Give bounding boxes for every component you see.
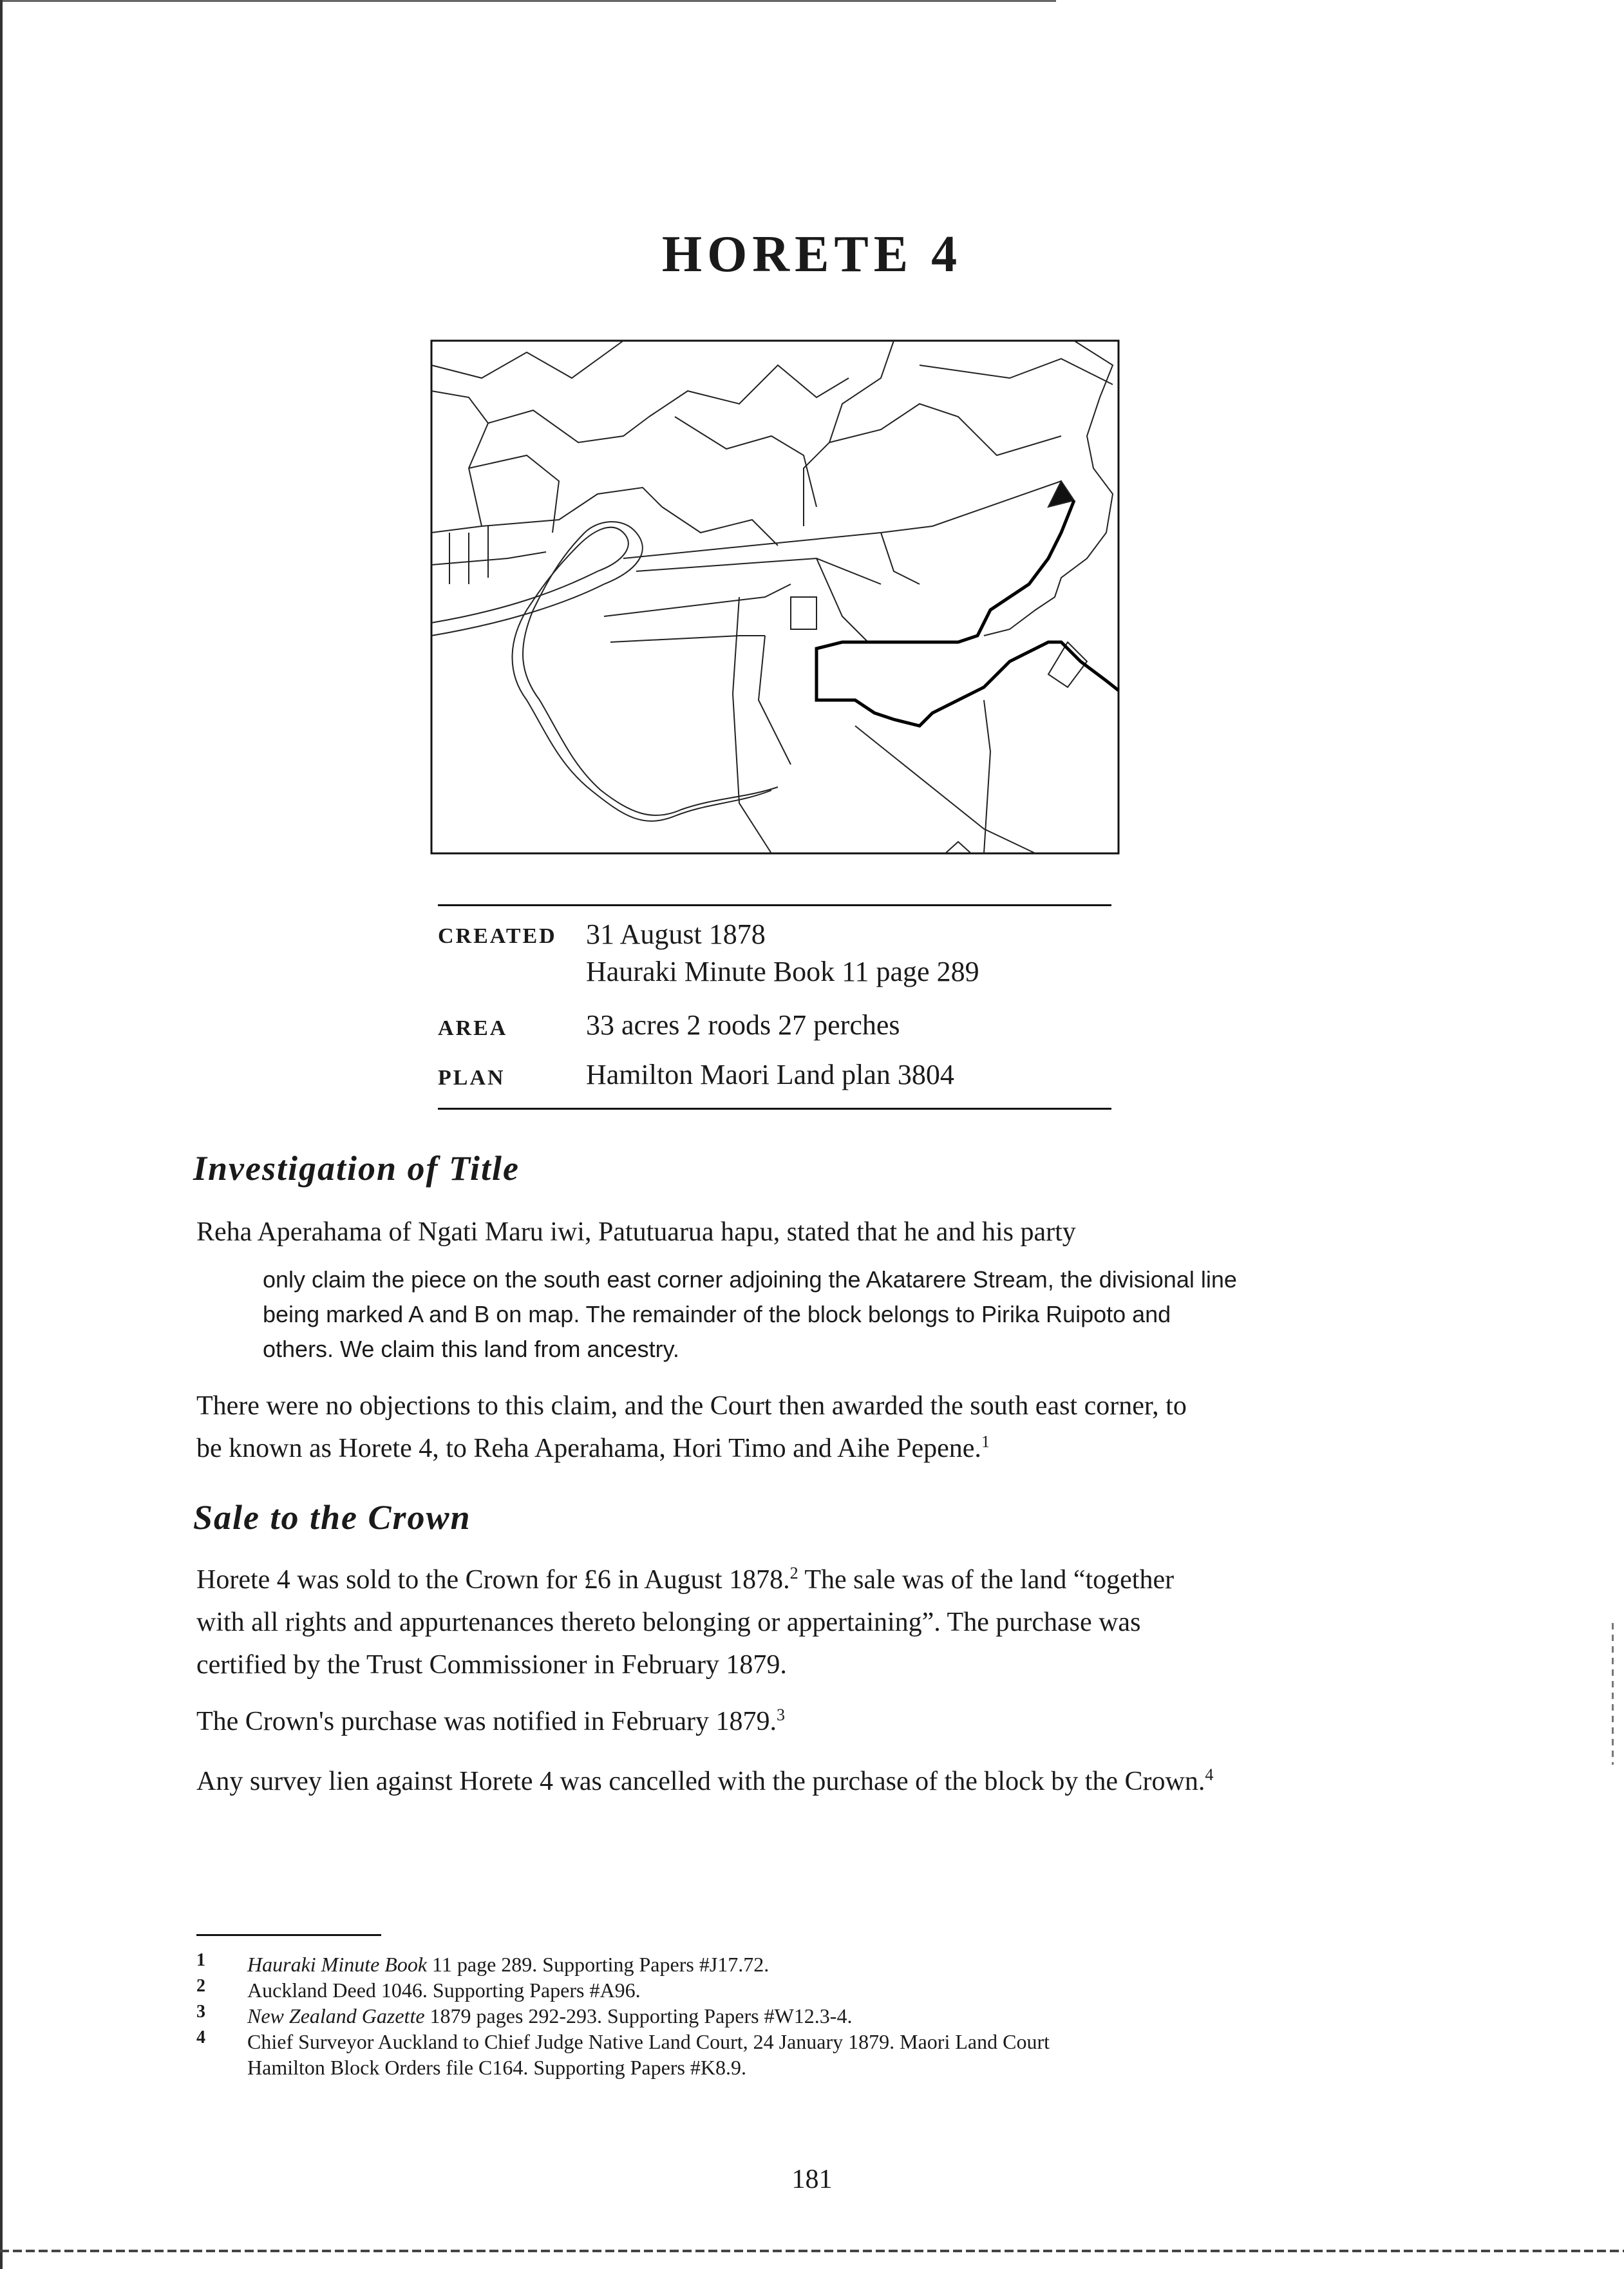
- sale-line: Horete 4 was sold to the Crown for £6 in August 1878.: [196, 1565, 790, 1595]
- survey-lien-paragraph: [196, 1760, 1355, 1803]
- scan-edge-left: [0, 0, 3, 2269]
- created-date: 31 August 1878: [586, 918, 766, 950]
- footnote-source-title: Hauraki Minute Book: [247, 1953, 428, 1976]
- footnote-4: [247, 2029, 1050, 2080]
- created-source: Hauraki Minute Book 11 page 289: [586, 956, 979, 987]
- page-title: HORETE 4: [661, 226, 963, 283]
- scan-edge-top: [0, 0, 1056, 2]
- claim-quote: [263, 1262, 1356, 1367]
- sale-paragraph: [196, 1559, 1355, 1686]
- notification-text: The Crown's purchase was notified in February 1879.: [196, 1707, 777, 1736]
- scan-edge-right: [1612, 1623, 1614, 1765]
- details-bottom-rule: [438, 1108, 1111, 1110]
- footnote-number: 2: [196, 1976, 205, 1996]
- section-heading-sale: Sale to the Crown: [193, 1498, 471, 1537]
- award-line: be known as Horete 4, to Reha Aperahama, Hori Timo and Aihe Pepene.: [196, 1434, 981, 1463]
- footnote-1: [247, 1951, 769, 1977]
- footnote-source-title: New Zealand Gazette: [247, 2004, 425, 2027]
- footnote-number: 4: [196, 2027, 205, 2047]
- footnote-text: Hamilton Block Orders file C164. Supporting Papers #K8.9.: [247, 2056, 747, 2079]
- page-number: 181: [791, 2165, 833, 2194]
- footnote-2: [247, 1977, 641, 2003]
- sale-line: with all rights and appurtenances thereto belonging or appertaining”. The purchase was: [196, 1608, 1141, 1637]
- footnote-text: Chief Surveyor Auckland to Chief Judge Native Land Court, 24 January 1879. Maori Land Court: [247, 2030, 1050, 2053]
- footnote-ref[interactable]: 2: [789, 1564, 798, 1582]
- quote-line: others. We claim this land from ancestry.: [263, 1336, 679, 1362]
- investigation-intro: Reha Aperahama of Ngati Maru iwi, Patutuarua hapu, stated that he and his party: [196, 1217, 1076, 1247]
- footnote-3: [247, 2003, 852, 2029]
- survey-lien-text: Any survey lien against Horete 4 was cancelled with the purchase of the block by the Crown.: [196, 1767, 1205, 1796]
- sale-line: The sale was of the land “together: [798, 1565, 1175, 1595]
- footnote-ref[interactable]: 1: [981, 1432, 990, 1451]
- block-location-map: [430, 339, 1120, 855]
- footnote-text: 11 page 289. Supporting Papers #J17.72.: [427, 1953, 770, 1976]
- footnote-ref[interactable]: 4: [1205, 1765, 1214, 1784]
- award-paragraph: [196, 1385, 1355, 1470]
- footnote-ref[interactable]: 3: [777, 1705, 786, 1724]
- footnote-number: 1: [196, 1950, 205, 1970]
- plan-value: Hamilton Maori Land plan 3804: [586, 1059, 954, 1090]
- footnote-number: 3: [196, 2002, 205, 2022]
- quote-line: being marked A and B on map. The remainder of the block belongs to Pirika Ruipoto and: [263, 1301, 1171, 1327]
- area-value: 33 acres 2 roods 27 perches: [586, 1009, 900, 1041]
- footnote-text: Auckland Deed 1046. Supporting Papers #A96.: [247, 1979, 641, 2002]
- quote-line: only claim the piece on the south east corner adjoining the Akatarere Stream, the divisional line: [263, 1266, 1237, 1293]
- created-label: CREATED: [438, 924, 557, 948]
- plan-label: PLAN: [438, 1066, 505, 1090]
- section-heading-investigation: Investigation of Title: [193, 1149, 520, 1188]
- area-label: AREA: [438, 1016, 508, 1040]
- scan-edge-bottom: [0, 2250, 1624, 2252]
- award-line: There were no objections to this claim, and the Court then awarded the south east corner, to: [196, 1391, 1187, 1421]
- footnote-rule: [196, 1934, 381, 1936]
- notification-paragraph: [196, 1700, 1355, 1743]
- footnote-text: 1879 pages 292-293. Supporting Papers #W12.3-4.: [424, 2004, 853, 2027]
- details-top-rule: [438, 904, 1111, 906]
- sale-line: certified by the Trust Commissioner in February 1879.: [196, 1650, 787, 1680]
